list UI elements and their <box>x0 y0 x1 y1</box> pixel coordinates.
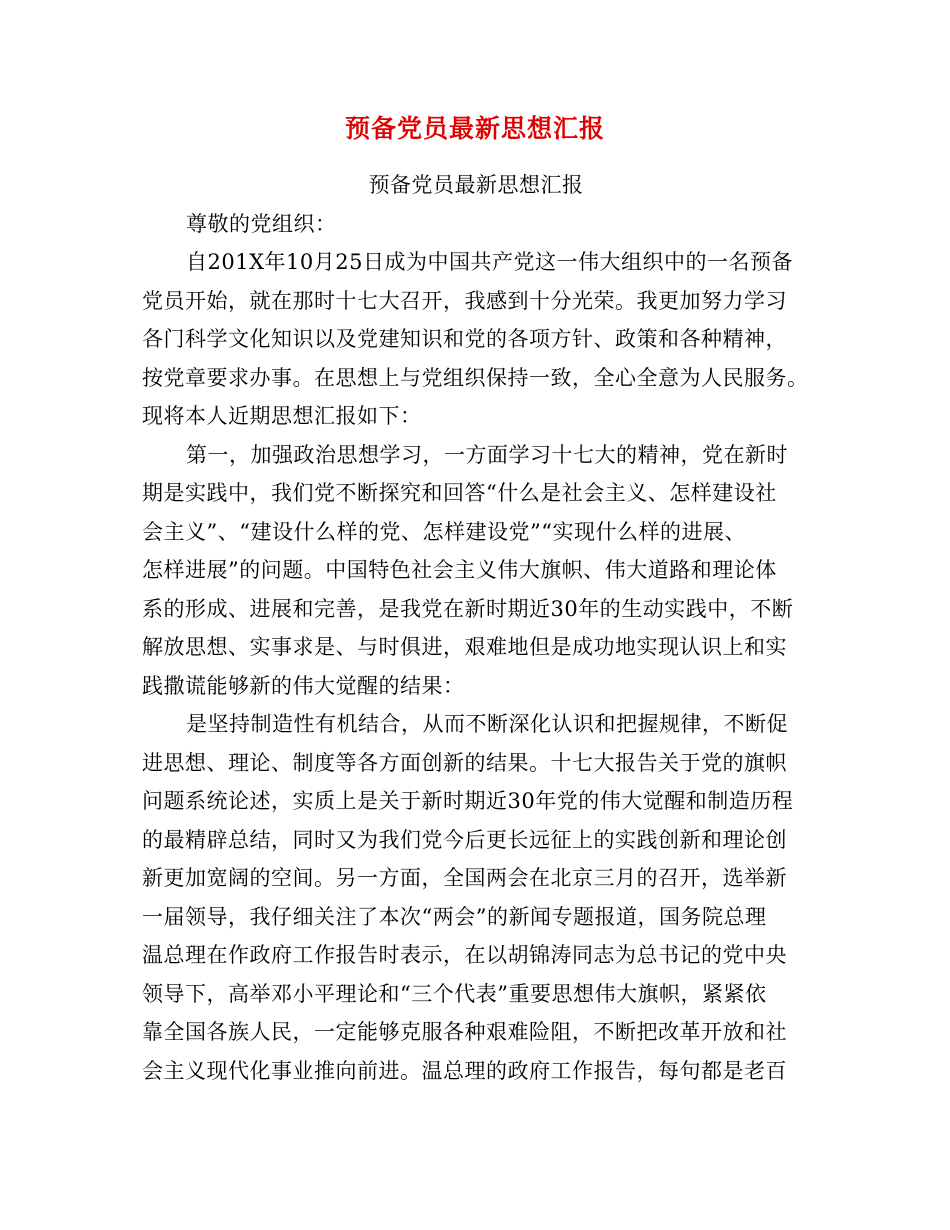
paragraph-line: 进思想、理论、制度等各方面创新的结果。十七大报告关于党的旗帜 <box>142 750 787 775</box>
paragraph-line: 一届领导，我仔细关注了本次“两会”的新闻专题报道，国务院总理 <box>142 904 767 929</box>
paragraph-line: 第一，加强政治思想学习，一方面学习十七大的精神，党在新时 <box>186 442 788 467</box>
paragraph-line: 现将本人近期思想汇报如下： <box>142 404 422 428</box>
paragraph-line: 靠全国各族人民，一定能够克服各种艰难险阻，不断把改革开放和社 <box>142 1020 787 1044</box>
paragraph-line: 党员开始，就在那时十七大召开，我感到十分光荣。我更加努力学习 <box>142 288 787 313</box>
paragraph-line: 问题系统论述，实质上是关于新时期近30年党的伟大觉醒和制造历程 <box>142 789 794 813</box>
paragraph-line: 新更加宽阔的空间。另一方面，全国两会在北京三月的召开，选举新 <box>142 866 787 890</box>
paragraph-line: 怎样进展”的问题。中国特色社会主义伟大旗帜、伟大道路和理论体 <box>142 558 777 582</box>
paragraph-line: 的最精辟总结，同时又为我们党今后更长远征上的实践创新和理论创 <box>142 827 787 852</box>
paragraph-line: 期是实践中，我们党不断探究和回答“什么是社会主义、怎样建设社 <box>142 481 777 505</box>
paragraph-line: 温总理在作政府工作报告时表示，在以胡锦涛同志为总书记的党中央 <box>142 943 787 967</box>
paragraph-line: 践撒谎能够新的伟大觉醒的结果： <box>142 673 465 698</box>
paragraph-line: 领导下，高举邓小平理论和“三个代表”重要思想伟大旗帜，紧紧依 <box>142 981 767 1006</box>
paragraph-line: 按党章要求办事。在思想上与党组织保持一致，全心全意为人民服务。 <box>142 365 809 390</box>
paragraph-line: 各门科学文化知识以及党建知识和党的各项方针、政策和各种精神， <box>142 327 787 351</box>
paragraph-line: 会主义”、“建设什么样的党、怎样建设党”“实现什么样的进展、 <box>142 519 746 544</box>
paragraph-line: 系的形成、进展和完善，是我党在新时期近30年的生动实践中，不断 <box>142 596 794 621</box>
paragraph-line: 解放思想、实事求是、与时俱进，艰难地但是成功地实现认识上和实 <box>142 635 787 659</box>
document-body <box>142 166 810 1090</box>
document-subtitle: 预备党员最新思想汇报 <box>368 173 584 197</box>
paragraph-line: 会主义现代化事业推向前进。温总理的政府工作报告，每句都是老百 <box>142 1058 787 1083</box>
paragraph-line: 是坚持制造性有机结合，从而不断深化认识和把握规律，不断促 <box>186 712 788 736</box>
paragraph-line: 自201X年10月25日成为中国共产党这一伟大组织中的一名预备 <box>186 250 793 274</box>
salutation: 尊敬的党组织： <box>186 211 337 236</box>
document-title: 预备党员最新思想汇报 <box>344 114 605 143</box>
